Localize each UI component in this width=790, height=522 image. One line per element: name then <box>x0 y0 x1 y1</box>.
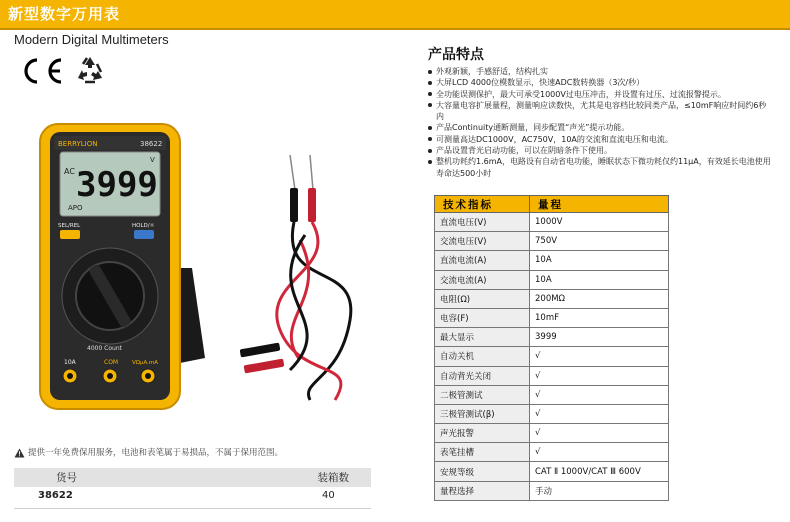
jack-vohm-label: VΩμA.mA <box>132 360 158 366</box>
spec-value: √ <box>530 404 669 423</box>
spec-value: √ <box>530 385 669 404</box>
order-table-divider <box>14 508 371 509</box>
spec-value: CAT Ⅱ 1000V/CAT Ⅲ 600V <box>530 462 669 481</box>
spec-row <box>435 308 669 327</box>
jack-com-label: COM <box>104 359 119 366</box>
spec-row <box>435 213 669 232</box>
spec-header-range: 量程 <box>530 196 669 213</box>
features-list <box>428 66 773 179</box>
feature-item: 产品设置背光启动功能，可以在阴暗条件下使用。 <box>428 145 773 156</box>
ce-mark-icon <box>18 56 66 86</box>
spec-row <box>435 328 669 347</box>
warranty-text: 提供一年免费保用服务，电池和表笔属于易损品，不属于保用范围。 <box>28 448 284 458</box>
order-carton-qty: 40 <box>322 490 335 501</box>
spec-key: 声光报警 <box>435 424 530 443</box>
lcd-reading: 3999 <box>76 165 158 205</box>
spec-key: 直流电压(V) <box>435 213 530 232</box>
spec-key: 电阻(Ω) <box>435 289 530 308</box>
order-header-item-no: 货号 <box>56 472 77 484</box>
spec-row <box>435 424 669 443</box>
spec-row <box>435 251 669 270</box>
order-header-carton-qty: 装箱数 <box>317 472 349 484</box>
spec-value: √ <box>530 366 669 385</box>
order-item-no: 38622 <box>38 490 73 501</box>
spec-row <box>435 385 669 404</box>
product-subtitle: Modern Digital Multimeters <box>14 32 169 47</box>
spec-value: √ <box>530 424 669 443</box>
spec-key: 三极管测试(β) <box>435 404 530 423</box>
feature-item: 全功能误测保护，最大可承受1000V过电压冲击，并设置有过压、过流报警提示。 <box>428 89 773 100</box>
dial-count-label: 4000 Count <box>87 345 122 352</box>
header-underline <box>0 28 790 30</box>
spec-key: 自动关机 <box>435 347 530 366</box>
hold-button <box>134 230 154 239</box>
spec-row <box>435 462 669 481</box>
feature-item: 外观新颖，手感舒适，结构扎实 <box>428 66 773 77</box>
spec-row <box>435 270 669 289</box>
recycle-icon <box>74 54 106 86</box>
order-table-header <box>14 468 371 487</box>
feature-item: 大容量电容扩展量程，测量响应读数快，尤其是电容档比较同类产品，≤10mF响应时间约6秒内 <box>428 100 773 123</box>
feature-item: 大屏LCD 4000位模数显示，快速ADC数转换器（3次/秒） <box>428 77 773 88</box>
spec-table <box>434 195 669 501</box>
warning-icon <box>14 448 25 458</box>
spec-key: 电容(F) <box>435 308 530 327</box>
spec-value: 10A <box>530 251 669 270</box>
spec-row <box>435 404 669 423</box>
spec-row <box>435 289 669 308</box>
spec-key: 二极管测试 <box>435 385 530 404</box>
lcd-ac-label: AC <box>64 167 75 176</box>
spec-table-header <box>435 196 669 213</box>
spec-key: 直流电流(A) <box>435 251 530 270</box>
brand-label: BERRYLION <box>58 140 98 148</box>
spec-value: 10mF <box>530 308 669 327</box>
spec-key: 表笔挂槽 <box>435 443 530 462</box>
spec-key: 量程选择 <box>435 481 530 500</box>
spec-value: 10A <box>530 270 669 289</box>
spec-value: √ <box>530 347 669 366</box>
multimeter-image <box>30 118 220 418</box>
spec-header-param: 技术指标 <box>435 196 530 213</box>
spec-key: 安规等级 <box>435 462 530 481</box>
header-banner <box>0 0 790 28</box>
spec-row <box>435 443 669 462</box>
spec-value: 手动 <box>530 481 669 500</box>
spec-key: 交流电压(V) <box>435 232 530 251</box>
spec-row <box>435 347 669 366</box>
model-label: 38622 <box>140 140 163 148</box>
selrel-label: SEL/REL <box>58 223 81 229</box>
page-title: 新型数字万用表 <box>8 5 121 23</box>
selrel-button <box>60 230 80 239</box>
spec-value: 1000V <box>530 213 669 232</box>
spec-row <box>435 232 669 251</box>
spec-key: 交流电流(A) <box>435 270 530 289</box>
spec-value: √ <box>530 443 669 462</box>
jack-10a-label: 10A <box>64 359 76 366</box>
warranty-notice <box>14 446 283 458</box>
feature-item: 可测量高达DC1000V，AC750V，10A的交流和直流电压和电流。 <box>428 134 773 145</box>
feature-item: 整机功耗约1.6mA，电路设有自动省电功能，睡眠状态下微功耗仅约11μA，有效延长电池使用寿命达500小时 <box>428 156 773 179</box>
lcd-v-label: V <box>150 156 155 164</box>
test-leads-image <box>240 150 380 410</box>
spec-row <box>435 366 669 385</box>
spec-value: 750V <box>530 232 669 251</box>
features-title: 产品特点 <box>428 47 484 63</box>
spec-row <box>435 481 669 500</box>
spec-key: 最大显示 <box>435 328 530 347</box>
hold-label: HOLD/☼ <box>132 223 155 229</box>
spec-value: 3999 <box>530 328 669 347</box>
spec-key: 自动背光关闭 <box>435 366 530 385</box>
spec-value: 200MΩ <box>530 289 669 308</box>
feature-item: 产品Continuity通断测量，同步配置“声光”提示功能。 <box>428 122 773 133</box>
lcd-apo-label: APO <box>68 204 83 212</box>
